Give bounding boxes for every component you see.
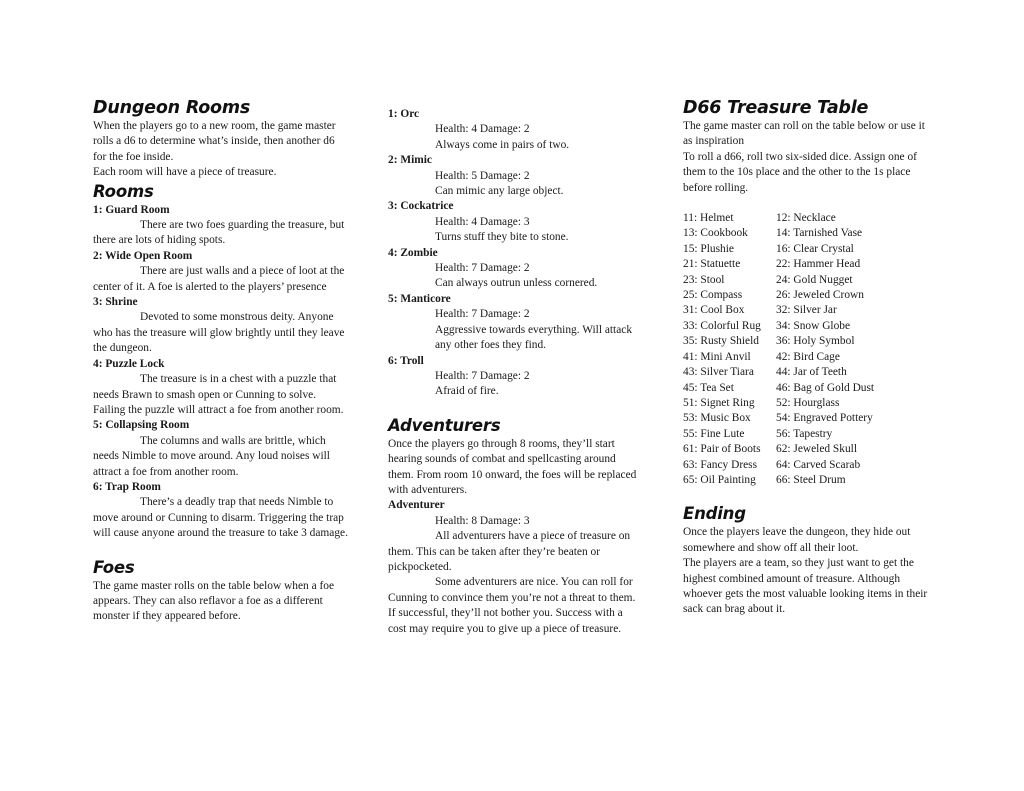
room-entry xyxy=(93,203,349,249)
table-cell: 43: Silver Tiara xyxy=(683,366,754,379)
table-cell: 14: Tarnished Vase xyxy=(776,227,863,240)
table-cell: 52: Hourglass xyxy=(776,396,840,409)
rooms-heading: Rooms xyxy=(93,181,154,201)
table-cell: 46: Bag of Gold Dust xyxy=(776,381,875,394)
table-cell: 63: Fancy Dress xyxy=(683,458,758,471)
room-description: Devoted to some monstrous deity. Anyone who has the treasure will glow brightly until they leave the dungeon. xyxy=(93,311,345,355)
room-title: 5: Collapsing Room xyxy=(93,419,190,432)
room-description: There’s a deadly trap that needs Nimble to move around or Cunning to disarm. Triggering the trap will cause anyone around the treasure to take 3 damage. xyxy=(93,496,348,540)
room-entry xyxy=(93,357,349,419)
adventurer-stats: Health: 8 Damage: 3 xyxy=(435,514,530,527)
foe-title: 6: Troll xyxy=(388,354,424,367)
foe-description: Can always outrun unless cornered. xyxy=(435,277,598,290)
adventurers-intro: Once the players go through 8 rooms, they’ll start hearing sounds of combat and spellcasting around them. From room 10 onward, the foes will be replaced with adventurers. xyxy=(388,437,637,496)
middle-column xyxy=(388,107,643,637)
foes-heading: Foes xyxy=(93,557,135,577)
table-cell: 34: Snow Globe xyxy=(776,319,851,332)
table-row xyxy=(683,381,874,396)
foe-entry xyxy=(388,292,643,354)
room-description: There are two foes guarding the treasure, but there are lots of hiding spots. xyxy=(93,219,345,247)
table-cell: 65: Oil Painting xyxy=(683,473,756,486)
table-row xyxy=(683,288,874,303)
foe-description: Afraid of fire. xyxy=(435,385,499,398)
foe-stats: Health: 7 Damage: 2 xyxy=(435,262,530,275)
table-cell: 23: Stool xyxy=(683,273,725,286)
foe-title: 4: Zombie xyxy=(388,246,438,259)
table-row xyxy=(683,458,874,473)
table-cell: 35: Rusty Shield xyxy=(683,335,759,348)
treasure-table xyxy=(683,211,874,488)
room-entry xyxy=(93,295,349,357)
foe-stats: Health: 7 Damage: 2 xyxy=(435,369,530,382)
table-cell: 31: Cool Box xyxy=(683,304,745,317)
table-row xyxy=(683,273,874,288)
table-cell: 41: Mini Anvil xyxy=(683,350,751,363)
foe-stats: Health: 4 Damage: 3 xyxy=(435,215,530,228)
foes-intro: The game master rolls on the table below when a foe appears. They can also reflavor a foe as a different monster if they appeared before. xyxy=(93,579,335,623)
table-row xyxy=(683,257,874,272)
table-cell: 51: Signet Ring xyxy=(683,396,755,409)
table-row xyxy=(683,350,874,365)
room-description: The treasure is in a chest with a puzzle that needs Brawn to smash open or Cunning to solve. Failing the puzzle will attract a foe from another room. xyxy=(93,373,344,416)
foe-description: Always come in pairs of two. xyxy=(435,138,570,151)
table-cell: 45: Tea Set xyxy=(683,381,734,394)
table-cell: 24: Gold Nugget xyxy=(776,273,853,286)
ending-paragraph-2: The players are a team, so they just want to get the highest combined amount of treasure. Although whoever gets the most valuable looking items in their sack can brag about it. xyxy=(683,557,928,616)
table-cell: 53: Music Box xyxy=(683,412,751,425)
adventurer-paragraph-2: Some adventurers are nice. You can roll for Cunning to convince them you’re not a threat to them. If successful, they’ll not bother you. Success with a cost may require you to give up a piece of treasure. xyxy=(388,576,636,635)
foe-entry xyxy=(388,153,643,199)
table-cell: 55: Fine Lute xyxy=(683,427,745,440)
foe-entry xyxy=(388,107,643,153)
foe-description: Turns stuff they bite to stone. xyxy=(435,231,569,244)
adventurer-title: Adventurer xyxy=(388,499,445,512)
table-row xyxy=(683,365,874,380)
foe-entry xyxy=(388,246,643,292)
room-title: 6: Trap Room xyxy=(93,480,161,493)
adventurers-heading: Adventurers xyxy=(388,415,501,435)
foe-title: 2: Mimic xyxy=(388,154,432,167)
table-cell: 21: Statuette xyxy=(683,258,741,271)
table-cell: 66: Steel Drum xyxy=(776,473,846,486)
foe-stats: Health: 5 Damage: 2 xyxy=(435,169,530,182)
table-cell: 56: Tapestry xyxy=(776,427,833,440)
table-cell: 64: Carved Scarab xyxy=(776,458,861,471)
table-cell: 54: Engraved Pottery xyxy=(776,412,873,425)
foe-title: 3: Cockatrice xyxy=(388,200,454,213)
ending-heading: Ending xyxy=(683,504,746,524)
table-cell: 13: Cookbook xyxy=(683,227,748,240)
table-row xyxy=(683,427,874,442)
foe-description: Can mimic any large object. xyxy=(435,185,564,198)
table-cell: 15: Plushie xyxy=(683,242,734,255)
left-column xyxy=(93,97,349,625)
room-entry xyxy=(93,480,349,542)
table-row xyxy=(683,396,874,411)
room-title: 2: Wide Open Room xyxy=(93,249,193,262)
foe-stats: Health: 7 Damage: 2 xyxy=(435,308,530,321)
treasure-intro-2: To roll a d66, roll two six-sided dice. Assign one of them to the 10s place and the other to the 1s place before rolling. xyxy=(683,150,917,194)
room-title: 4: Puzzle Lock xyxy=(93,357,165,370)
foe-description: Aggressive towards everything. Will attack any other foes they find. xyxy=(435,323,633,352)
table-cell: 33: Colorful Rug xyxy=(683,319,761,332)
ending-paragraph-1: Once the players leave the dungeon, they hide out somewhere and show off all their loot. xyxy=(683,526,911,554)
table-cell: 36: Holy Symbol xyxy=(776,335,855,348)
table-row xyxy=(683,473,874,488)
table-cell: 42: Bird Cage xyxy=(776,350,840,363)
foe-title: 1: Orc xyxy=(388,108,420,120)
treasure-intro-1: The game master can roll on the table below or use it as inspiration xyxy=(683,120,925,148)
table-cell: 16: Clear Crystal xyxy=(776,242,854,255)
dungeon-rooms-intro: When the players go to a new room, the game master rolls a d6 to determine what’s inside, then another d6 for the foe inside. xyxy=(93,120,336,163)
foe-stats: Health: 4 Damage: 2 xyxy=(435,123,530,136)
table-row xyxy=(683,226,874,241)
rooms-list xyxy=(93,203,349,542)
table-cell: 11: Helmet xyxy=(683,212,734,225)
foe-entry xyxy=(388,199,643,245)
room-entry xyxy=(93,249,349,295)
foe-entry xyxy=(388,354,643,400)
right-column xyxy=(683,97,935,618)
adventurer-paragraph-1: All adventurers have a piece of treasure on them. This can be taken after they’re beaten or pickpocketed. xyxy=(388,530,631,573)
table-row xyxy=(683,303,874,318)
foe-list xyxy=(388,107,643,400)
dungeon-rooms-heading: Dungeon Rooms xyxy=(93,98,251,118)
table-cell: 32: Silver Jar xyxy=(776,304,837,317)
room-title: 3: Shrine xyxy=(93,296,138,309)
room-entry xyxy=(93,418,349,480)
table-cell: 44: Jar of Teeth xyxy=(776,366,847,379)
room-description: The columns and walls are brittle, which needs Nimble to move around. Any loud noises will attract a foe from another room. xyxy=(93,434,330,478)
table-row xyxy=(683,319,874,334)
table-cell: 62: Jeweled Skull xyxy=(776,443,857,456)
table-cell: 12: Necklace xyxy=(776,212,836,225)
table-row xyxy=(683,411,874,426)
table-row xyxy=(683,334,874,349)
treasure-table-heading: D66 Treasure Table xyxy=(683,98,869,118)
room-title: 1: Guard Room xyxy=(93,203,170,216)
table-cell: 61: Pair of Boots xyxy=(683,443,761,456)
table-row xyxy=(683,442,874,457)
dungeon-rooms-note: Each room will have a piece of treasure. xyxy=(93,166,277,179)
table-cell: 25: Compass xyxy=(683,289,743,302)
table-cell: 26: Jeweled Crown xyxy=(776,289,864,302)
room-description: There are just walls and a piece of loot at the center of it. A foe is alerted to the players’ presence xyxy=(93,265,345,293)
foe-title: 5: Manticore xyxy=(388,292,451,305)
table-row xyxy=(683,242,874,257)
table-row xyxy=(683,211,874,226)
table-cell: 22: Hammer Head xyxy=(776,258,861,271)
